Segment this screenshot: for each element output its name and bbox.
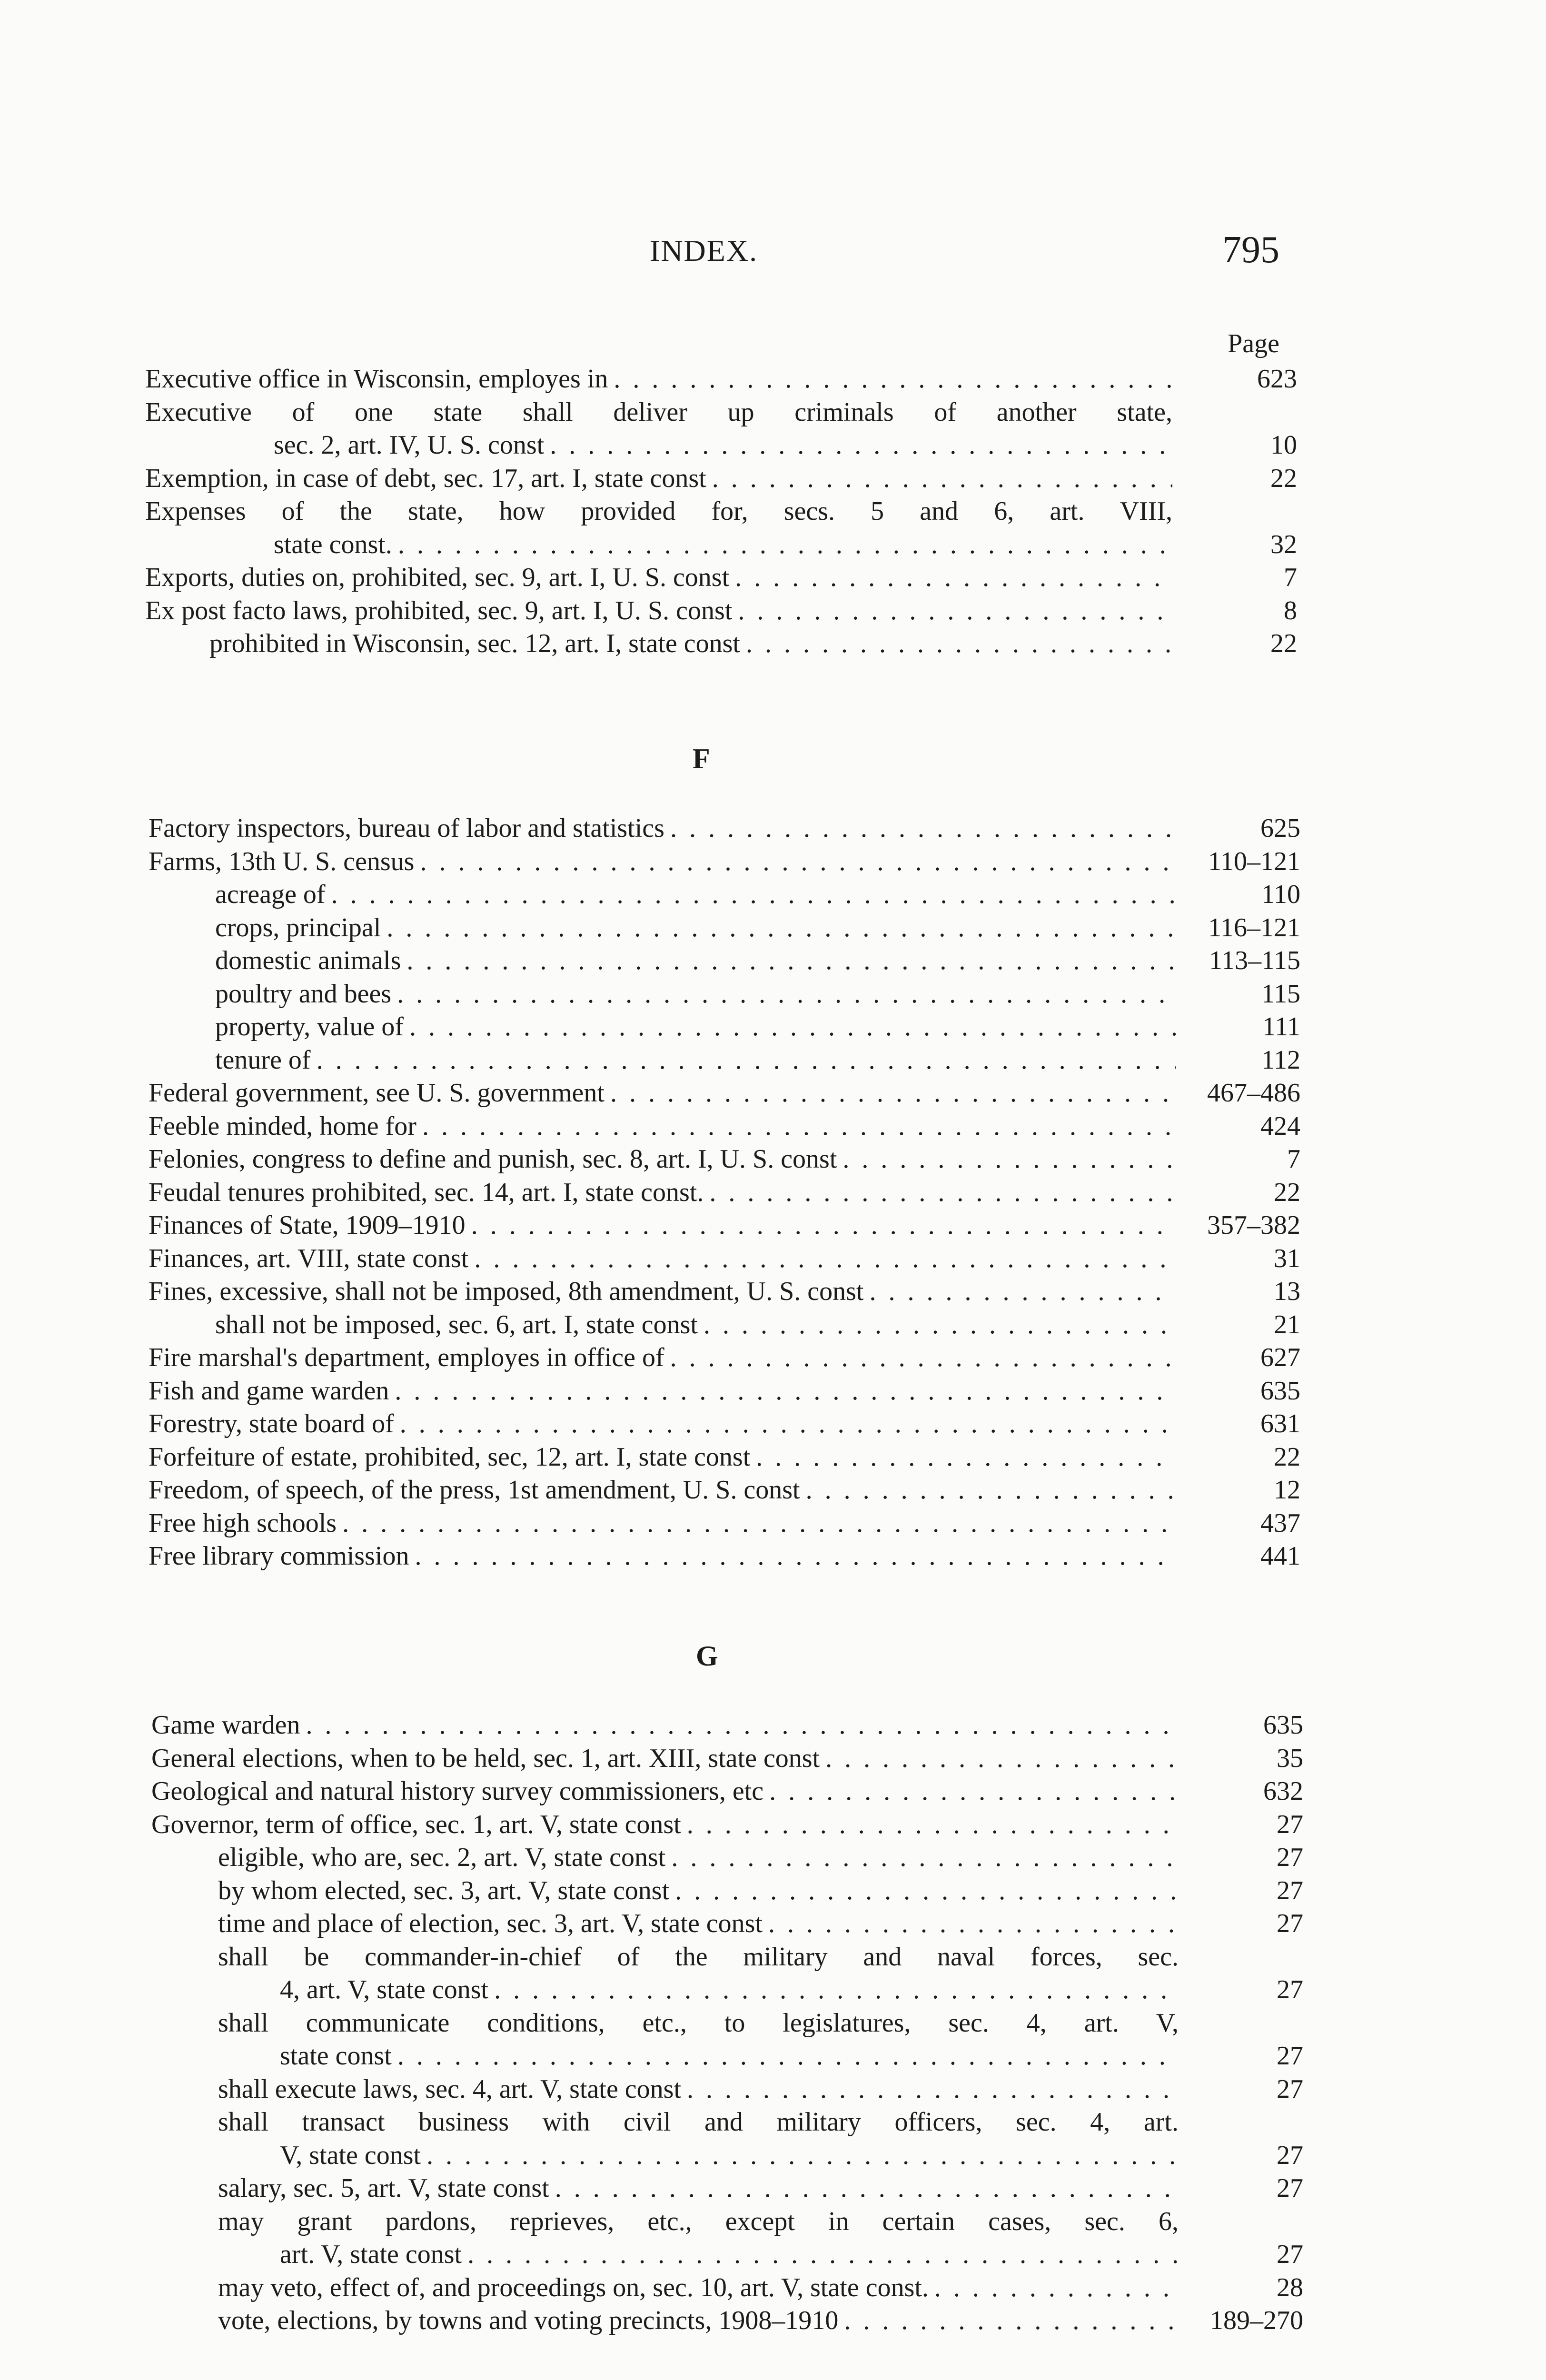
index-entry xyxy=(151,2106,1303,2172)
dot-leader xyxy=(474,1242,1176,1276)
index-entry xyxy=(149,1044,1300,1077)
index-entry-text: Governor, term of office, sec. 1, art. V, state const xyxy=(151,1809,681,1839)
index-entry-text: Geological and natural history survey commissioners, etc xyxy=(151,1776,764,1806)
index-entry-text: Exports, duties on, prohibited, sec. 9, art. I, U. S. const xyxy=(145,563,730,592)
dot-leader xyxy=(756,1441,1176,1474)
index-entry-page: 635 xyxy=(1260,1376,1300,1406)
dot-leader xyxy=(409,1011,1176,1044)
index-entry-text: Feudal tenures prohibited, sec. 14, art. I, state const. xyxy=(149,1177,704,1207)
index-entry xyxy=(151,1907,1303,1941)
index-entry xyxy=(149,1341,1300,1375)
index-entry-page: 27 xyxy=(1277,2240,1303,2269)
dot-leader xyxy=(675,1874,1179,1908)
index-entry xyxy=(151,1874,1303,1908)
section-letter-g: G xyxy=(696,1640,718,1672)
index-entry-text: Free high schools xyxy=(149,1508,337,1538)
index-entry-continuation: state const xyxy=(280,2041,392,2071)
dot-leader xyxy=(768,1907,1179,1941)
index-entry-text: Finances of State, 1909–1910 xyxy=(149,1210,466,1240)
index-entry-text: Executive of one state shall deliver up criminals of another state, xyxy=(145,397,1172,427)
index-entry xyxy=(151,1941,1303,2007)
index-entry xyxy=(149,1441,1300,1474)
dot-leader xyxy=(746,627,1172,661)
dot-leader xyxy=(471,1209,1176,1242)
index-entry-page: 424 xyxy=(1260,1111,1300,1141)
index-entry-page: 8 xyxy=(1284,595,1297,625)
dot-leader xyxy=(426,2139,1179,2172)
index-entry-text: Feeble minded, home for xyxy=(149,1111,416,1141)
dot-leader xyxy=(735,561,1172,595)
index-entry-continuation: V, state const xyxy=(280,2140,421,2170)
index-entry xyxy=(145,396,1297,462)
index-entry xyxy=(149,1011,1300,1044)
dot-leader xyxy=(386,912,1176,945)
dot-leader xyxy=(670,1341,1176,1375)
index-entry-text: Freedom, of speech, of the press, 1st amendment, U. S. const xyxy=(149,1475,800,1505)
dot-leader xyxy=(306,1709,1179,1742)
dot-leader xyxy=(825,1742,1179,1775)
index-entry xyxy=(149,878,1300,912)
page-header xyxy=(0,229,1546,286)
index-entry xyxy=(149,845,1300,879)
index-entry-page: 21 xyxy=(1274,1309,1300,1339)
index-entry-page: 27 xyxy=(1277,1843,1303,1872)
dot-leader xyxy=(395,1375,1176,1408)
index-entry-text: Free library commission xyxy=(149,1541,409,1571)
dot-leader xyxy=(467,2238,1179,2271)
index-entry xyxy=(151,2271,1303,2305)
index-entry-text: Factory inspectors, bureau of labor and statistics xyxy=(149,813,664,843)
index-entry-page: 22 xyxy=(1274,1177,1300,1207)
index-entry-page: 110 xyxy=(1261,880,1300,909)
index-entry xyxy=(149,1077,1300,1110)
index-entry-page: 441 xyxy=(1260,1541,1300,1571)
page-number: 795 xyxy=(1222,229,1279,271)
index-entry-text: property, value of xyxy=(215,1012,404,1041)
index-entry-continuation: art. V, state const xyxy=(280,2240,462,2269)
index-entry-page: 12 xyxy=(1274,1475,1300,1505)
index-entry-text: prohibited in Wisconsin, sec. 12, art. I, state const xyxy=(209,629,740,658)
index-entry-page: 27 xyxy=(1277,2140,1303,2170)
index-entry xyxy=(151,1841,1303,1874)
dot-leader xyxy=(709,1176,1176,1210)
index-entry xyxy=(145,561,1297,595)
index-entry-page: 27 xyxy=(1277,1975,1303,2004)
index-entry xyxy=(149,1408,1300,1441)
index-entry-text: Finances, art. VIII, state const xyxy=(149,1243,469,1273)
index-entry-page: 115 xyxy=(1261,979,1300,1009)
index-entry-text: eligible, who are, sec. 2, art. V, state const xyxy=(218,1843,666,1872)
index-entry-text: Forfeiture of estate, prohibited, sec, 12, art. I, state const xyxy=(149,1442,751,1472)
dot-leader xyxy=(420,845,1176,879)
index-entry xyxy=(149,1110,1300,1143)
dot-leader xyxy=(398,528,1172,562)
dot-leader xyxy=(844,2304,1179,2338)
index-entry-page: 28 xyxy=(1277,2272,1303,2302)
dot-leader xyxy=(422,1110,1176,1143)
index-entry xyxy=(149,1143,1300,1176)
index-entry-continuation: sec. 2, art. IV, U. S. const xyxy=(274,430,545,460)
index-entry-text: Exemption, in case of debt, sec. 17, art. I, state const xyxy=(145,463,706,493)
index-entry-page: 113–115 xyxy=(1209,946,1300,975)
index-entry-page: 27 xyxy=(1277,2173,1303,2203)
index-entry-text: crops, principal xyxy=(215,912,381,942)
index-entry-text: shall transact business with civil and military officers, sec. 4, art. xyxy=(218,2107,1179,2137)
dot-leader xyxy=(555,2172,1179,2205)
index-entry-page: 27 xyxy=(1277,1875,1303,1905)
index-entry-continuation: state const. xyxy=(274,529,392,559)
index-entry-text: poultry and bees xyxy=(215,979,392,1009)
dot-leader xyxy=(934,2271,1179,2305)
dot-leader xyxy=(610,1077,1176,1110)
dot-leader xyxy=(406,944,1176,978)
index-entry-page: 631 xyxy=(1260,1409,1300,1438)
index-entry xyxy=(149,1507,1300,1540)
index-entry xyxy=(149,812,1300,845)
page-column-label: Page xyxy=(1228,329,1279,358)
index-entry-text: shall not be imposed, sec. 6, art. I, state const xyxy=(215,1309,698,1339)
index-entry-page: 22 xyxy=(1270,629,1297,658)
dot-leader xyxy=(806,1474,1176,1507)
dot-leader xyxy=(687,1808,1179,1842)
index-entry-text: Fines, excessive, shall not be imposed, 8th amendment, U. S. const xyxy=(149,1277,864,1306)
index-entry-page: 110–121 xyxy=(1208,846,1300,876)
index-entry-text: Forestry, state board of xyxy=(149,1409,394,1438)
index-entry-page: 116–121 xyxy=(1208,912,1300,942)
index-entry-text: Federal government, see U. S. government xyxy=(149,1078,605,1108)
index-entry-page: 32 xyxy=(1270,529,1297,559)
index-entry-page: 7 xyxy=(1287,1144,1300,1174)
index-entry-page: 22 xyxy=(1270,463,1297,493)
index-entry xyxy=(149,1275,1300,1309)
index-entry xyxy=(151,2172,1303,2205)
index-entry xyxy=(151,1709,1303,1742)
index-entry xyxy=(149,1540,1300,1573)
index-entry-text: tenure of xyxy=(215,1045,311,1075)
index-entry xyxy=(149,1474,1300,1507)
index-entry-text: by whom elected, sec. 3, art. V, state const xyxy=(218,1875,670,1905)
index-entry-page: 7 xyxy=(1284,563,1297,592)
index-entry-page: 112 xyxy=(1261,1045,1300,1075)
index-entry xyxy=(151,2205,1303,2271)
index-entry-page: 35 xyxy=(1277,1743,1303,1773)
index-entry xyxy=(145,462,1297,496)
index-section-f xyxy=(149,812,1300,1573)
index-entry-text: may veto, effect of, and proceedings on, sec. 10, art. V, state const. xyxy=(218,2272,929,2302)
index-entry-text: Game warden xyxy=(151,1710,300,1740)
index-entry-page: 623 xyxy=(1257,364,1297,394)
index-entry-page: 635 xyxy=(1263,1710,1303,1740)
index-entry xyxy=(149,1209,1300,1242)
dot-leader xyxy=(494,1973,1179,2007)
dot-leader xyxy=(769,1775,1179,1808)
index-entry-text: shall communicate conditions, etc., to legislatures, sec. 4, art. V, xyxy=(218,2008,1179,2038)
index-entry-page: 27 xyxy=(1277,1909,1303,1938)
dot-leader xyxy=(397,2040,1179,2073)
index-entry-text: Felonies, congress to define and punish, sec. 8, art. I, U. S. const xyxy=(149,1144,837,1174)
index-entry xyxy=(151,1808,1303,1842)
index-entry-page: 22 xyxy=(1274,1442,1300,1472)
index-entry-page: 632 xyxy=(1263,1776,1303,1806)
index-entry xyxy=(145,363,1297,396)
index-entry xyxy=(145,495,1297,561)
dot-leader xyxy=(400,1408,1176,1441)
index-entry-page: 27 xyxy=(1277,2074,1303,2104)
index-entry-page: 189–270 xyxy=(1210,2306,1303,2335)
section-letter-f: F xyxy=(693,743,710,774)
index-entry-text: Executive office in Wisconsin, employes in xyxy=(145,364,608,394)
index-entry xyxy=(145,595,1297,628)
index-entry-continuation: 4, art. V, state const xyxy=(280,1975,489,2004)
index-entry-page: 10 xyxy=(1270,430,1297,460)
dot-leader xyxy=(670,812,1176,845)
index-entry xyxy=(151,2304,1303,2338)
index-entry-page: 27 xyxy=(1277,2041,1303,2071)
index-entry-page: 13 xyxy=(1274,1277,1300,1306)
index-entry xyxy=(149,978,1300,1011)
dot-leader xyxy=(738,595,1172,628)
index-entry-page: 437 xyxy=(1260,1508,1300,1538)
index-entry-text: General elections, when to be held, sec. 1, art. XIII, state const xyxy=(151,1743,820,1773)
dot-leader xyxy=(869,1275,1176,1309)
dot-leader xyxy=(687,2073,1179,2106)
index-section-g xyxy=(151,1709,1303,2338)
dot-leader xyxy=(331,878,1176,912)
index-entry-page: 357–382 xyxy=(1207,1210,1300,1240)
dot-leader xyxy=(671,1841,1179,1874)
index-entry-text: shall be commander-in-chief of the military and naval forces, sec. xyxy=(218,1942,1179,1972)
index-entry xyxy=(149,1375,1300,1408)
index-entry-page: 27 xyxy=(1277,1809,1303,1839)
index-entry xyxy=(149,944,1300,978)
index-entry xyxy=(151,1775,1303,1808)
index-entry-text: Farms, 13th U. S. census xyxy=(149,846,415,876)
dot-leader xyxy=(704,1309,1176,1342)
index-entry-text: salary, sec. 5, art. V, state const xyxy=(218,2173,549,2203)
index-entry-text: shall execute laws, sec. 4, art. V, state const xyxy=(218,2074,681,2104)
index-entry-page: 31 xyxy=(1274,1243,1300,1273)
index-entry xyxy=(149,912,1300,945)
index-entry xyxy=(149,1309,1300,1342)
dot-leader xyxy=(397,978,1176,1011)
index-entry-text: Fire marshal's department, employes in office of xyxy=(149,1343,664,1372)
index-entry-text: vote, elections, by towns and voting precincts, 1908–1910 xyxy=(218,2306,839,2335)
dot-leader xyxy=(550,429,1172,462)
index-section-e xyxy=(145,363,1297,661)
running-head: INDEX. xyxy=(650,234,758,268)
index-entry-text: Ex post facto laws, prohibited, sec. 9, art. I, U. S. const xyxy=(145,595,733,625)
dot-leader xyxy=(712,462,1172,496)
index-entry-text: may grant pardons, reprieves, etc., except in certain cases, sec. 6, xyxy=(218,2206,1179,2236)
index-entry-page: 625 xyxy=(1260,813,1300,843)
index-entry xyxy=(151,2073,1303,2106)
dot-leader xyxy=(342,1507,1176,1540)
index-entry-page: 111 xyxy=(1262,1012,1300,1041)
dot-leader xyxy=(842,1143,1176,1176)
index-entry-text: time and place of election, sec. 3, art. V, state const xyxy=(218,1909,763,1938)
index-entry-text: domestic animals xyxy=(215,946,401,975)
index-entry xyxy=(149,1176,1300,1210)
dot-leader xyxy=(614,363,1172,396)
index-entry-page: 627 xyxy=(1260,1343,1300,1372)
index-entry-text: acreage of xyxy=(215,880,326,909)
index-entry xyxy=(151,2007,1303,2073)
index-entry-text: Fish and game warden xyxy=(149,1376,389,1406)
index-entry-page: 467–486 xyxy=(1207,1078,1300,1108)
index-entry xyxy=(149,1242,1300,1276)
index-entry-text: Expenses of the state, how provided for, secs. 5 and 6, art. VIII, xyxy=(145,496,1172,526)
index-entry xyxy=(145,627,1297,661)
index-entry xyxy=(151,1742,1303,1775)
dot-leader xyxy=(317,1044,1176,1077)
dot-leader xyxy=(415,1540,1176,1573)
